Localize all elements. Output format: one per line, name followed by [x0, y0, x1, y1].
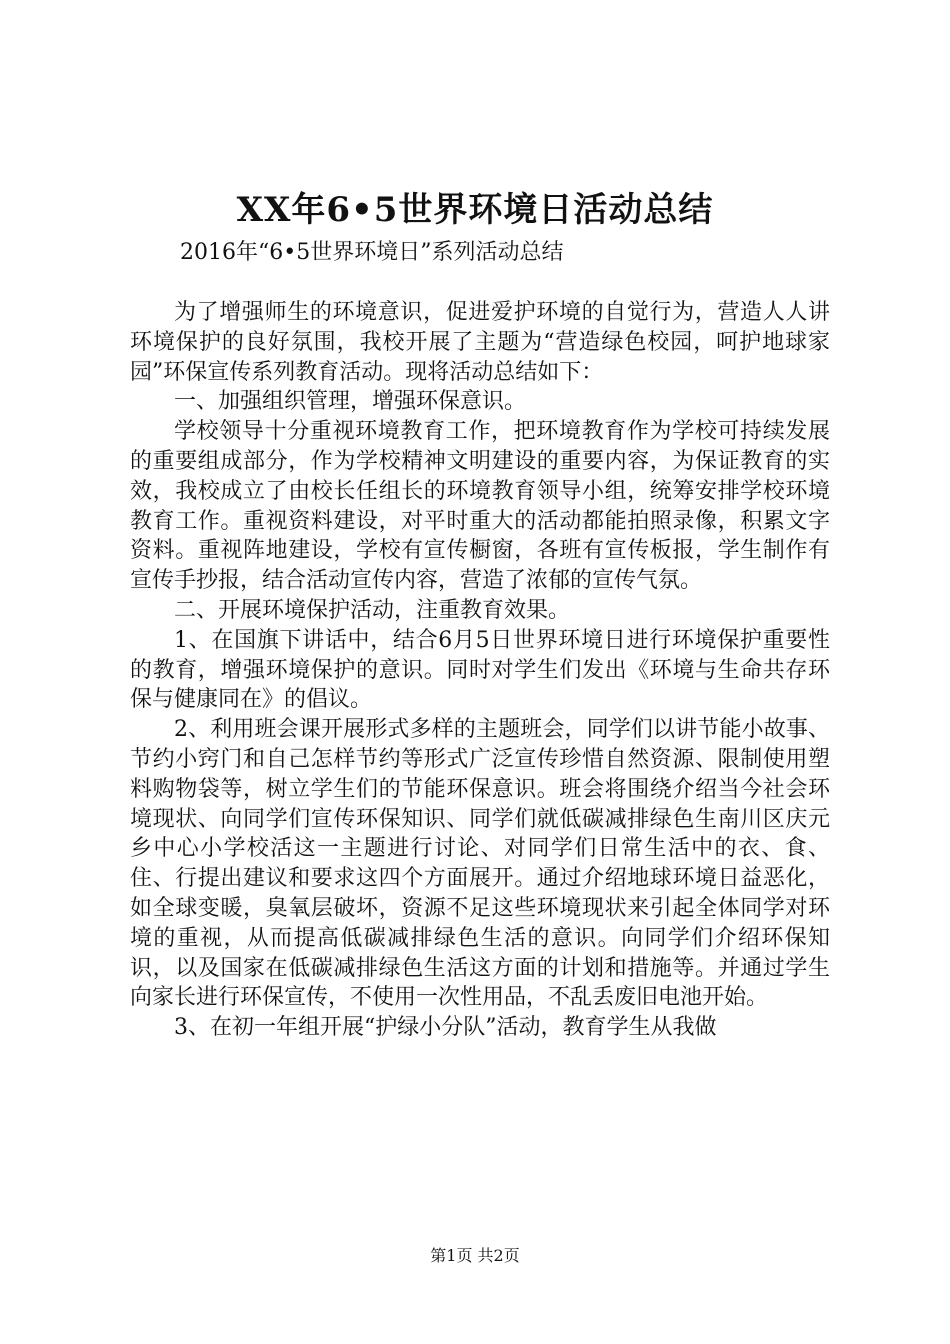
page-number-footer: 第1页 共2页: [430, 1246, 520, 1265]
paragraph-intro: 为了增强师生的环境意识，促进爱护环境的自觉行为，营造人人讲环境保护的良好氛围，我校开展了主题为“营造绿色校园，呵护地球家园”环保宣传系列教育活动。现将活动总结如下：: [130, 300, 830, 385]
paragraph-item-1: 1、在国旗下讲话中，结合6月5日世界环境日进行环境保护重要性的教育，增强环境保护的意识。同时对学生们发出《环境与生命共存环保与健康同在》的倡议。: [130, 627, 830, 713]
document-subtitle: 2016年“6•5世界环境日”系列活动总结: [180, 240, 564, 265]
section-heading-1: 一、加强组织管理，增强环保意识。: [174, 389, 527, 415]
document-title: XX年6•5世界环境日活动总结: [236, 190, 714, 230]
paragraph-item-2: 2、利用班会课开展形式多样的主题班会，同学们以讲节能小故事、节约小窍门和自己怎样节约等形式广泛宣传珍惜自然资源、限制使用塑料购物袋等，树立学生们的节能环保意识。班会将围绕介绍当今社会环境现状、向同学们宣传环保知识、同学们就低碳减排绿色生南川区庆元乡中心小学校活这一主题进行讨论、对同学们日常生活中的衣、食、住、行提出建议和要求这四个方面展开。通过介绍地球环境日益恶化，如全球变暖，臭氧层破坏，资源不足这些环境现状来引起全体同学对环境的重视，从而提高低碳减排绿色生活的意识。向同学们介绍环保知识，以及国家在低碳减排绿色生活这方面的计划和措施等。并通过学生向家长进行环保宣传，不使用一次性用品，不乱丢废旧电池开始。: [130, 717, 830, 1011]
paragraph-section-1: 学校领导十分重视环境教育工作，把环境教育作为学校可持续发展的重要组成部分，作为学校精神文明建设的重要内容，为保证教育的实效，我校成立了由校长任组长的环境教育领导小组，统筹安排学校环境教育工作。重视资料建设，对平时重大的活动都能拍照录像，积累文字资料。重视阵地建设，学校有宣传橱窗，各班有宣传板报，学生制作有宣传手抄报，结合活动宣传内容，营造了浓郁的宣传气氛。: [130, 419, 830, 594]
document-body: [130, 298, 830, 1043]
paragraph-item-3: 3、在初一年组开展“护绿小分队”活动，教育学生从我做: [174, 1015, 717, 1041]
section-heading-2: 二、开展环境保护活动，注重教育效果。: [174, 597, 571, 623]
